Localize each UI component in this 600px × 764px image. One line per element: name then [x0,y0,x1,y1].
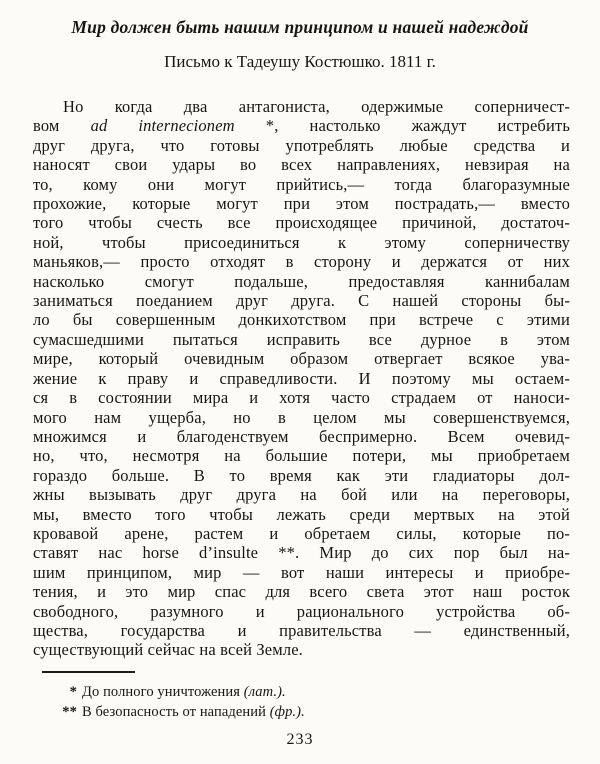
body-line: прохожие, которые могут при этом пострадать,— вместо [33,194,570,214]
body-line: множимся и благоденствуем беспримерно. Всем очевид- [33,426,570,446]
body-line: то, кому они могут прийтись,— тогда благоразумные [33,174,570,194]
body-line: кровавой арене, растем и обретаем силы, которые по- [33,523,570,543]
body-line: того чтобы счесть все происходящее причиной, достаточ- [33,213,570,233]
body-line: жны вызывать друг друга на бой или на переговоры, [33,485,570,505]
body-line: ло бы совершенным донкихотством при встрече с этими [33,310,570,330]
body-line: шим принципом, мир — вот наши интересы и приобре- [33,562,570,582]
footnote-text: В безопасность от нападений (фр.). [82,703,305,720]
body-line: друг друга, что готовы употреблять любые средства и [33,135,570,155]
body-line: заниматься поеданием друг друга. С нашей стороны бы- [33,291,570,311]
body-line: насколько смогут подальше, предоставляя каннибалам [33,271,570,291]
body-line: щества, государства и правительства — единственный, [33,620,570,640]
page-number: 233 [286,730,314,748]
body-line: но, что, несмотря на большие потери, мы приобретаем [33,446,570,466]
body-line: вом ad internecionem *, настолько жаждут истребить [33,116,570,136]
footnote-separator [42,671,135,673]
body-line: мого нам ущерба, но в целом мы совершенствуемся, [33,407,570,427]
body-line: Но когда два антагониста, одержимые соперничест- [63,97,570,116]
body-line: ся в состоянии мира и хотя часто страдаем от наноси- [33,388,570,408]
body-line: существующий сейчас на всей Земле. [33,640,303,660]
body-line: мире, который очевидным образом отвергает всякое ува- [33,349,570,369]
footnote-text: До полного уничтожения (лат.). [82,683,286,700]
footnote [0,682,600,702]
page-title: Мир должен быть нашим принципом и нашей надеждой [71,17,529,37]
footnotes [0,682,600,722]
page-subtitle: Письмо к Тадеушу Костюшко. 1811 г. [164,52,436,71]
body-line: ставят нас horse d’insulte **. Мир до сих пор был на- [33,543,570,563]
body-line: жение к праву и справедливости. И поэтому мы остаем- [33,368,570,388]
body-paragraph [33,97,570,660]
body-line: маньяков,— просто отходят в сторону и держатся от них [33,252,570,272]
body-line: ной, чтобы присоединиться к этому соперничеству [33,232,570,252]
footnote [0,702,600,722]
body-line: гораздо больше. В то время как эти гладиаторы дол- [33,465,570,485]
body-line: сумасшедшими пытаться исправить все дурное в этом [33,329,570,349]
footnote-marker: * [69,683,77,700]
body-line: свободного, разумного и рационального устройства об- [33,601,570,621]
footnote-marker: ** [62,703,77,720]
body-line: наносят свои удары во всех направлениях, невзирая на [33,155,570,175]
body-line: тения, и это мир спас для всего света этот наш росток [33,582,570,602]
body-line: мы, вместо того чтобы лежать среди мертвых на этой [33,504,570,524]
